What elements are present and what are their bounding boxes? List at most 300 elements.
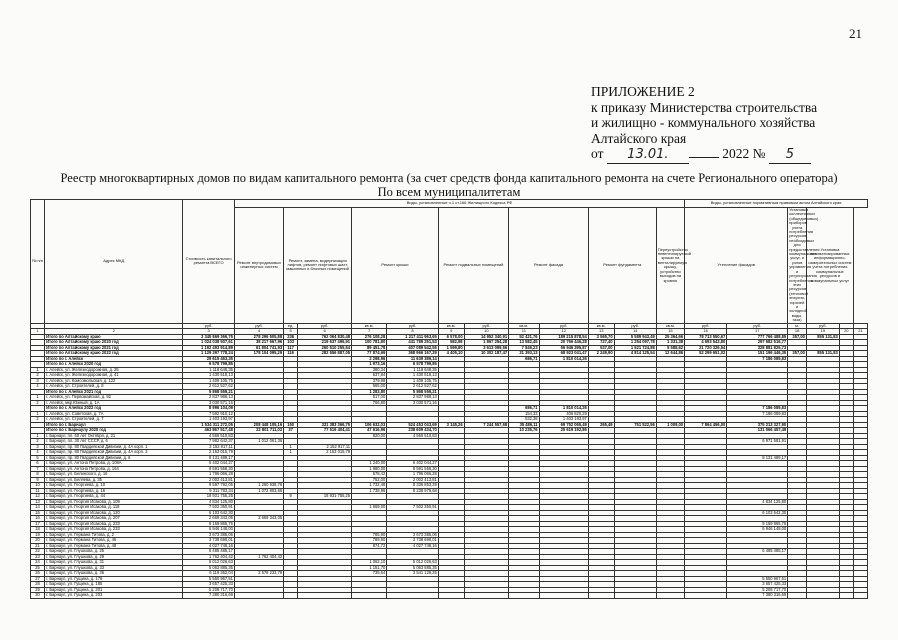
row-value: 278 296 505,88 xyxy=(234,334,283,340)
row-value: 1 254 097,78 xyxy=(614,340,656,346)
row-address: г. Барнаул, ул. Германа Титова, д. 46 xyxy=(45,538,183,544)
row-value: 328 881 825,73 xyxy=(727,345,788,351)
row-address: г. Алейск, ул. Строителей, д. 8 xyxy=(45,384,183,390)
row-value: 637,84 xyxy=(352,373,387,379)
row-value: 1 599,80 xyxy=(438,345,464,351)
col-header-total: Стоимость капитального ремонта ВСЕГО xyxy=(183,200,235,324)
row-value: 1 810 014,26 xyxy=(539,356,588,362)
row-value: 368 966 167,29 xyxy=(387,351,439,357)
document-title: Реестр многоквартирных домов по видам капитального ремонта (за счет средств фонда капитального ремонта на счете Регионального оператора) xyxy=(60,171,838,185)
row-value xyxy=(806,593,839,599)
row-address: г. Барнаул, ул. Георгиева, д. 44 xyxy=(45,494,183,500)
column-number: 12 xyxy=(539,329,588,335)
row-value: 1 409 105,75 xyxy=(183,378,235,384)
row-value: 5 868 559,21 xyxy=(387,389,439,395)
row-number: 2 xyxy=(31,417,45,423)
row-value: 5 868 559,21 xyxy=(183,389,235,395)
group-header-federal: Виды, установленные ч.1 ст.166 Жилищного Кодекса РФ xyxy=(234,200,684,208)
row-value: 2 153 015,79 xyxy=(298,450,352,456)
row-value: 874,72 xyxy=(352,543,387,549)
row-address: г. Барнаул, ул. Глушкова, д. 25 xyxy=(45,549,183,555)
row-value: 357,00 xyxy=(788,351,807,357)
row-value: 3 673 385,06 xyxy=(387,532,439,538)
row-number: 20 xyxy=(31,538,45,544)
row-value: 3 657 425,33 xyxy=(183,582,235,588)
row-value: 29 615 463,35 xyxy=(183,356,235,362)
row-value: 5 588,62 xyxy=(656,345,684,351)
row-value: 38 217 667,96 xyxy=(234,340,283,346)
year: 2022 xyxy=(722,146,750,161)
col-header-address: Адрес МКД xyxy=(45,200,183,324)
row-number: 18 xyxy=(31,527,45,533)
row-value: 4 693 543,80 xyxy=(685,340,727,346)
row-value: 4 027 748,16 xyxy=(387,543,439,549)
column-number: 16 xyxy=(685,329,727,335)
row-value: 31 393,13 xyxy=(509,351,539,357)
row-value: 1 534 311 272,05 xyxy=(183,422,235,428)
row-number: 17 xyxy=(31,521,45,527)
row-value: 1 012 061,36 xyxy=(234,439,283,445)
row-number: 5 xyxy=(31,455,45,461)
row-number: 13 xyxy=(31,499,45,505)
column-number: 19 xyxy=(806,329,839,335)
registry-table-wrapper xyxy=(30,199,868,599)
row-value: 4 566 510,83 xyxy=(387,433,439,439)
row-number: 2 xyxy=(31,400,45,406)
row-value: 6 103 642,30 xyxy=(727,510,788,516)
row-value: 52 421,76 xyxy=(509,334,539,340)
row-value: 2 669 343,05 xyxy=(234,516,283,522)
row-value: 7 864 456,00 xyxy=(685,422,727,428)
column-number: 2 xyxy=(45,329,183,335)
row-value: 751 522,56 xyxy=(614,422,656,428)
row-value: 18 931 755,25 xyxy=(183,494,235,500)
row-value: 524 453 043,69 xyxy=(387,422,439,428)
row-address: Итого по г. Барнаулу 2020 год xyxy=(45,428,183,434)
row-value: 2 837 988,13 xyxy=(387,395,439,401)
row-value: 331 383 366,75 xyxy=(298,422,352,428)
row-value xyxy=(839,593,853,599)
row-value: 735,64 xyxy=(352,571,387,577)
row-value: 380,34 xyxy=(352,367,387,373)
row-address: Итого по Алтайскому краю 2020 год xyxy=(45,340,183,346)
row-value: 3 738 690,01 xyxy=(387,538,439,544)
row-address: Итого по г. Алейск 2020 год xyxy=(45,362,183,368)
row-value: 766,80 xyxy=(352,400,387,406)
row-value: 282 556 887,05 xyxy=(298,351,352,357)
row-value: 2 669 343,05 xyxy=(183,516,235,522)
row-address: г. Барнаул, ул. Гущина, д. 179 xyxy=(45,576,183,582)
row-value: 565,00 xyxy=(352,384,387,390)
row-value: 12 644,86 xyxy=(656,351,684,357)
date-prefix: от xyxy=(591,146,604,161)
row-value: 1 430 518,13 xyxy=(183,373,235,379)
row-number: 29 xyxy=(31,587,45,593)
row-address: Итого по Алтайскому краю 2021 год xyxy=(45,345,183,351)
row-value: 4 405,10 xyxy=(438,351,464,357)
row-value: 5 063 885,35 xyxy=(387,565,439,571)
row-value: 537,00 xyxy=(588,345,614,351)
row-value: 77 874,69 xyxy=(352,351,387,357)
row-value: 9 311 783,34 xyxy=(183,488,235,494)
row-value: 686,71 xyxy=(509,406,539,412)
row-value xyxy=(438,593,464,599)
row-value: 6 578 799,85 xyxy=(183,362,235,368)
row-value: 1 669,00 xyxy=(352,505,387,511)
row-value: 762 064 830,48 xyxy=(298,334,352,340)
row-value: 208 448 105,16 xyxy=(234,422,283,428)
row-value: 1 521 724,88 xyxy=(614,345,656,351)
row-address: г. Барнаул, ул. Глушкова, д. 29 xyxy=(45,554,183,560)
unit: кв.м. xyxy=(509,323,539,329)
row-value: 2 153 015,79 xyxy=(183,450,235,456)
row-value: 6 402 044,27 xyxy=(387,461,439,467)
row-value xyxy=(387,593,439,599)
row-value: 236 xyxy=(284,334,298,340)
row-value: 1 331,38 xyxy=(656,340,684,346)
row-number: 1 xyxy=(31,395,45,401)
row-address: г. Барнаул, ул. Георгия Исакова, д. 109 xyxy=(45,499,183,505)
row-value: 11 639 389,14 xyxy=(387,356,439,362)
row-value: 2 612 527,62 xyxy=(387,384,439,390)
row-value: 1 192 493 914,89 xyxy=(183,345,235,351)
row-value: 7 380 316,69 xyxy=(183,593,235,599)
appendix-block xyxy=(591,84,881,164)
unit: руб. xyxy=(539,323,588,329)
row-value: 8 131 489,17 xyxy=(727,455,788,461)
row-number: 11 xyxy=(31,488,45,494)
row-number: 21 xyxy=(31,543,45,549)
row-value: 1 062,10 xyxy=(352,560,387,566)
row-value: 6 578 799,85 xyxy=(387,362,439,368)
row-value: 1 403 193,97 xyxy=(539,417,588,423)
row-value xyxy=(614,593,656,599)
row-value: 357,00 xyxy=(788,334,807,340)
row-value: 7 186 089,83 xyxy=(727,356,788,362)
row-number: 25 xyxy=(31,565,45,571)
row-value: 1 260 938,76 xyxy=(234,483,283,489)
row-value: 3 565,70 xyxy=(588,334,614,340)
row-address: г. Барнаул, пл. 60 лет Октября, д. 21 xyxy=(45,433,183,439)
row-number: 6 xyxy=(31,461,45,467)
row-value: 1 762 404,42 xyxy=(183,554,235,560)
row-value: 4 814 125,54 xyxy=(614,351,656,357)
row-value: 1 283,80 xyxy=(352,389,387,395)
row-value: 777 766 488,85 xyxy=(727,334,788,340)
row-value: 407 089 542,55 xyxy=(387,345,439,351)
unit: м. xyxy=(788,323,807,329)
col-header-basement: Ремонт подвальных помещений xyxy=(438,208,508,324)
row-value: 260 510 255,54 xyxy=(298,345,352,351)
row-address: г. Алейск, ул. Строителей, д. 7 xyxy=(45,417,183,423)
row-number: 7 xyxy=(31,466,45,472)
row-value: 2 002 413,81 xyxy=(183,477,235,483)
row-value: 4 834 125,80 xyxy=(183,499,235,505)
unit: руб. xyxy=(727,323,788,329)
column-number: 1 xyxy=(31,329,45,335)
date-underline xyxy=(689,157,719,158)
column-number: 18 xyxy=(788,329,807,335)
row-address: Итого по г. Алейск xyxy=(45,356,183,362)
row-value: 4 834 125,80 xyxy=(727,499,788,505)
column-number: 5 xyxy=(284,329,298,335)
row-value: 8 238 979,68 xyxy=(387,488,439,494)
row-value: 35 486,11 xyxy=(509,422,539,428)
row-address: Итого по Алтайскому краю 2022 год xyxy=(45,351,183,357)
row-value: 3 541 128,25 xyxy=(387,571,439,577)
row-address: Итого по г. Барнаул xyxy=(45,422,183,428)
row-value: 9 xyxy=(284,494,298,500)
appendix-line-1: ПРИЛОЖЕНИЕ 2 xyxy=(591,84,695,99)
row-value: 727,40 xyxy=(588,340,614,346)
row-address: г. Барнаул, пл. 30 лет СССР, д. 6 xyxy=(45,439,183,445)
row-value: 47 616,96 xyxy=(352,428,387,434)
row-number: 1 xyxy=(31,367,45,373)
col-header-insulation: Утепление фасадов xyxy=(685,208,788,324)
row-address: г. Барнаул, ул. Глушкова, д. 36 xyxy=(45,571,183,577)
row-value: 789,90 xyxy=(352,538,387,544)
row-value: 265,49 xyxy=(588,422,614,428)
row-value: 1 403 193,97 xyxy=(183,417,235,423)
row-value: 7 186 089,83 xyxy=(727,406,788,412)
row-value: 8 591 558,30 xyxy=(387,466,439,472)
row-value: 6 402 044,27 xyxy=(183,461,235,467)
row-value: 6 971 581,91 xyxy=(727,439,788,445)
row-address: г. Барнаул, ул. Глушкова, д. 31 xyxy=(45,560,183,566)
row-number: 30 xyxy=(31,593,45,599)
row-value: 7 592 910,12 xyxy=(183,411,235,417)
group-header-regional: Виды, установленные нормативным правовым актом Алтайского края xyxy=(685,200,868,208)
row-value: 7 502 350,91 xyxy=(183,505,235,511)
row-value: 276 108,28 xyxy=(352,334,387,340)
row-value: 1 xyxy=(284,450,298,456)
row-value: 25 619 192,86 xyxy=(539,428,588,434)
row-value: 89 451,78 xyxy=(352,345,387,351)
row-address: г. Барнаул, ул. Глушкова, д. 33 xyxy=(45,565,183,571)
unit: руб. xyxy=(387,323,439,329)
column-number: 3 xyxy=(183,329,235,335)
number-prefix: № xyxy=(752,146,766,161)
appendix-date-line xyxy=(591,146,881,164)
row-address: г. Алейск, мкр.Южный, д. 1А xyxy=(45,400,183,406)
col-header-facade: Ремонт фасада xyxy=(509,208,589,324)
row-value: 2 002 413,81 xyxy=(387,477,439,483)
row-value: 10 235,76 xyxy=(509,428,539,434)
row-value: 6 946 148,00 xyxy=(727,527,788,533)
row-value: 7 982 642,37 xyxy=(183,439,235,445)
row-value: 100 781,80 xyxy=(352,340,387,346)
unit: руб. xyxy=(234,323,283,329)
row-address: Итого по Алтайскому краю xyxy=(45,334,183,340)
row-value: 1 409 105,75 xyxy=(387,378,439,384)
column-number: 17 xyxy=(727,329,788,335)
row-value: 2 578 233,79 xyxy=(234,571,283,577)
row-address: г. Барнаул, ул. Георгиева, д. 10 xyxy=(45,483,183,489)
row-value: 3 738 690,01 xyxy=(183,538,235,544)
row-value: 406 820,29 xyxy=(539,411,588,417)
row-value: 5 012 026,63 xyxy=(183,560,235,566)
column-number: 8 xyxy=(387,329,439,335)
row-address: г. Барнаул, пр. 80 Гвардейской Дивизии, д. 4А корп. 1 xyxy=(45,444,183,450)
row-address: г. Барнаул, ул. Георгия Исакова, д. 118 xyxy=(45,505,183,511)
row-value: 25 364,66 xyxy=(656,334,684,340)
row-value: 21 720 326,54 xyxy=(685,345,727,351)
row-value: 9 159 865,76 xyxy=(183,521,235,527)
row-value: 7 846,23 xyxy=(509,345,539,351)
row-value: 5 550 967,51 xyxy=(727,576,788,582)
row-value: 6 119 362,04 xyxy=(183,571,235,577)
row-address: г. Алейск, ул. Первомайская, д. 92 xyxy=(45,395,183,401)
appendix-line-2: к приказу Министерства строительства xyxy=(591,99,818,115)
row-value: 7 380 316,69 xyxy=(727,593,788,599)
row-number: 3 xyxy=(31,378,45,384)
row-address: г. Барнаул, пр. 80 Гвардейской Дивизии, д. 4А корп. 2 xyxy=(45,450,183,456)
row-number: 8 xyxy=(31,472,45,478)
row-value: 1 072 803,66 xyxy=(234,488,283,494)
row-value: 4 566 510,83 xyxy=(183,433,235,439)
column-number: 10 xyxy=(464,329,509,335)
unit: руб. xyxy=(298,323,352,329)
row-address: г. Барнаул, ул. Гущина, д. 185 xyxy=(45,582,183,588)
row-value xyxy=(788,593,807,599)
table-row xyxy=(31,593,868,599)
row-value: 752,00 xyxy=(352,477,387,483)
row-value: 6 485 485,17 xyxy=(727,549,788,555)
row-value: 379,98 xyxy=(352,378,387,384)
row-address: г. Алейск, ул. Советская, д. 7А xyxy=(45,411,183,417)
handwritten-number: 5 xyxy=(769,147,811,164)
unit: кв.м. xyxy=(588,323,614,329)
row-value: 117 xyxy=(284,345,298,351)
row-number: 9 xyxy=(31,477,45,483)
row-value xyxy=(284,593,298,599)
row-value: 18 931 755,25 xyxy=(298,494,352,500)
row-value: 151 196 446,35 xyxy=(727,351,788,357)
row-number: 22 xyxy=(31,549,45,555)
row-value: 1 xyxy=(284,444,298,450)
col-header-elevators: Ремонт, замена, модернизация лифтов, ремонт лифтовых шахт, машинных и блочных помещений xyxy=(284,208,352,324)
row-value: 1 217 411 963,65 xyxy=(387,334,439,340)
row-value: 9 597 792,05 xyxy=(183,483,235,489)
row-address: г. Барнаул, ул. Беляева, д. 35 xyxy=(45,477,183,483)
row-value xyxy=(352,593,387,599)
column-number: 4 xyxy=(234,329,283,335)
unit: руб. xyxy=(806,323,839,329)
row-address: г. Барнаул, ул. Антона Петрова, д. 108А xyxy=(45,461,183,467)
row-value: 578,42 xyxy=(352,472,387,478)
row-address: г. Барнаул, ул. Белинского, д. 16 xyxy=(45,472,183,478)
column-number: 21 xyxy=(853,329,867,335)
row-value: 686,71 xyxy=(509,356,539,362)
row-value: 3 030 571,16 xyxy=(387,400,439,406)
row-value: 69 752 065,49 xyxy=(539,422,588,428)
row-value: 5 589 943,49 xyxy=(614,334,656,340)
row-value: 7 186 089,83 xyxy=(727,411,788,417)
row-number: 2 xyxy=(31,439,45,445)
appendix-line-4: Алтайского края xyxy=(591,130,687,146)
row-value: 10 302 187,47 xyxy=(464,351,509,357)
row-value: 2 612 527,62 xyxy=(183,384,235,390)
row-value xyxy=(853,593,867,599)
row-address: г. Барнаул, ул. Гущина, д. 203 xyxy=(45,593,183,599)
row-value: 1 118 648,35 xyxy=(387,367,439,373)
row-value: 1 762 404,42 xyxy=(234,554,283,560)
handwritten-date: 13.01. xyxy=(607,147,689,164)
row-address: г. Барнаул, ул. Георгия Исакова, д. 233 xyxy=(45,527,183,533)
row-value: 6 485 485,17 xyxy=(183,549,235,555)
row-address: г. Барнаул, ул. Георгиева, д. 16 xyxy=(45,488,183,494)
appendix-line-3: и жилищно - коммунального хозяйства xyxy=(591,115,816,130)
row-value: 2 152 917,11 xyxy=(183,444,235,450)
unit: кв.м. xyxy=(352,323,387,329)
unit: руб. xyxy=(614,323,656,329)
row-number: 23 xyxy=(31,554,45,560)
row-value xyxy=(656,593,684,599)
column-number: 7 xyxy=(352,329,387,335)
row-number: 15 xyxy=(31,510,45,516)
col-header-regulation: Переустройство невентилируемой крыши на вентилируемую крышу, устройство выходов на кровлю xyxy=(656,208,684,324)
row-value: 116 xyxy=(284,351,298,357)
row-value: 77 516 404,41 xyxy=(298,428,352,434)
row-value: 463 867 517,48 xyxy=(183,428,235,434)
row-value: 1 796 066,28 xyxy=(387,472,439,478)
row-value: 78 713 550,67 xyxy=(685,334,727,340)
row-value: 61 804 741,93 xyxy=(234,345,283,351)
row-value: 7 244 557,68 xyxy=(464,422,509,428)
row-value: 1 118 648,35 xyxy=(183,367,235,373)
row-value: 178 104 095,29 xyxy=(234,351,283,357)
row-number: 16 xyxy=(31,516,45,522)
row-value: 68 923 041,47 xyxy=(539,351,588,357)
row-value: 785,90 xyxy=(352,532,387,538)
row-address: г. Барнаул, ул. Гущина, д. 201 xyxy=(45,587,183,593)
row-value: 1 009,00 xyxy=(656,422,684,428)
row-value: 238 609 434,70 xyxy=(387,428,439,434)
row-value: 150 xyxy=(284,422,298,428)
row-value: 8 591 558,30 xyxy=(183,466,235,472)
row-value: 297 682 516,77 xyxy=(727,340,788,346)
row-value: 8 996 104,09 xyxy=(183,406,235,412)
row-address: г. Алейск, ул. Железнодорожная, д. 25 xyxy=(45,367,183,373)
row-value: 1 430 518,13 xyxy=(387,373,439,379)
row-address: г. Барнаул, ул. Германа Титова, д. 2 xyxy=(45,532,183,538)
row-number: 3 xyxy=(31,444,45,450)
row-value: 103 xyxy=(284,340,298,346)
row-value: 3 345 869 366,75 xyxy=(183,334,235,340)
row-value: 52 299 651,02 xyxy=(685,351,727,357)
page-number: 21 xyxy=(849,26,862,41)
column-number: 14 xyxy=(614,329,656,335)
row-value: 1 973,16 xyxy=(352,362,387,368)
column-number: 13 xyxy=(588,329,614,335)
row-number: 27 xyxy=(31,576,45,582)
row-address: Итого по г. Алейск 2022 год xyxy=(45,406,183,412)
row-value: 517,00 xyxy=(352,395,387,401)
row-value xyxy=(685,593,727,599)
registry-table xyxy=(30,199,868,599)
row-value: 13 582,45 xyxy=(509,340,539,346)
row-value: 3 657 425,33 xyxy=(727,582,788,588)
row-value: 2 298,96 xyxy=(352,356,387,362)
column-number: 6 xyxy=(298,329,352,335)
col-header-roof: Ремонт крыши xyxy=(352,208,439,324)
row-value: 3 145,26 xyxy=(438,422,464,428)
row-number: 1 xyxy=(31,433,45,439)
row-number: 19 xyxy=(31,532,45,538)
row-number: 2 xyxy=(31,373,45,379)
row-value: 441 789 251,53 xyxy=(387,340,439,346)
row-number: 4 xyxy=(31,450,45,456)
